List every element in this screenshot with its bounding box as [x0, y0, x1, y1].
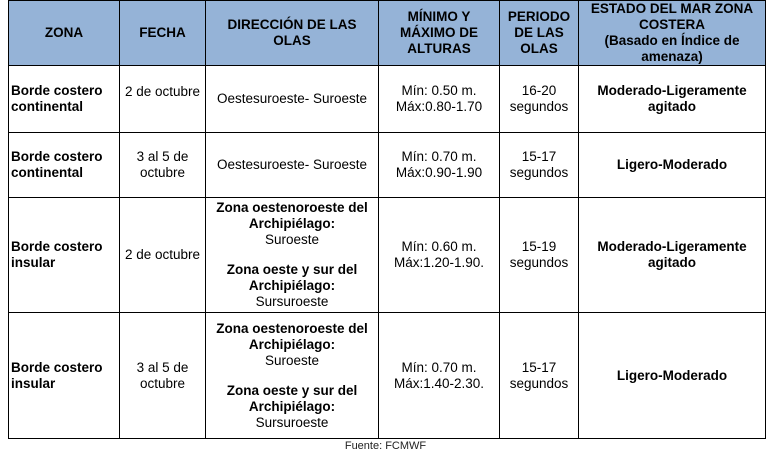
cell-alturas — [379, 313, 500, 439]
altura-max: Máx:0.80-1.70 — [395, 99, 483, 114]
periodo-unit: segundos — [509, 165, 569, 180]
direccion-spacer — [208, 248, 376, 262]
periodo-range: 15-19 — [521, 239, 557, 254]
wave-forecast-table — [8, 0, 766, 439]
header-direccion: DIRECCIÓN DE LAS OLAS — [206, 1, 379, 66]
cell-periodo — [500, 66, 579, 133]
altura-min: Mín: 0.60 m. — [401, 239, 477, 254]
cell-estado: Ligero-Moderado — [579, 313, 766, 439]
periodo-range: 15-17 — [521, 359, 557, 375]
direccion-zona-b-value: Sursuroeste — [255, 294, 329, 309]
direccion-zona-a-title: Zona oestenoroeste del Archipiélago: — [216, 200, 368, 231]
periodo-unit: segundos — [509, 375, 569, 391]
cell-fecha: 3 al 5 de octubre — [120, 313, 206, 439]
cell-estado: Ligero-Moderado — [579, 133, 766, 198]
cell-estado: Moderado-Ligeramente agitado — [579, 198, 766, 313]
direccion-zona-b-value: Sursuroeste — [255, 414, 329, 430]
altura-min: Mín: 0.70 m. — [401, 359, 477, 375]
header-zona: ZONA — [9, 1, 120, 66]
periodo-unit: segundos — [509, 99, 569, 114]
header-alturas: MÍNIMO Y MÁXIMO DE ALTURAS — [379, 1, 500, 66]
direccion-zona-a-value: Suroeste — [264, 352, 320, 368]
cell-zona: Borde costero continental — [9, 133, 120, 198]
cell-estado: Moderado-Ligeramente agitado — [579, 66, 766, 133]
table-row — [9, 66, 766, 133]
cell-zona: Borde costero insular — [9, 313, 120, 439]
cell-periodo — [500, 198, 579, 313]
cell-zona: Borde costero continental — [9, 66, 120, 133]
header-estado — [579, 1, 766, 66]
cell-direccion — [206, 198, 379, 313]
direccion-zona-a-value: Suroeste — [264, 232, 320, 247]
cell-alturas — [379, 133, 500, 198]
table-row — [9, 198, 766, 313]
cell-fecha: 2 de octubre — [120, 198, 206, 313]
periodo-range: 16-20 — [521, 83, 557, 98]
cell-alturas — [379, 198, 500, 313]
cell-fecha: 3 al 5 de octubre — [120, 133, 206, 198]
header-fecha: FECHA — [120, 1, 206, 66]
cell-periodo — [500, 313, 579, 439]
table-row — [9, 313, 766, 439]
cell-periodo — [500, 133, 579, 198]
direccion-spacer — [208, 369, 376, 383]
direccion-zona-a-title: Zona oestenoroeste del Archipiélago: — [216, 320, 368, 352]
table-row — [9, 133, 766, 198]
periodo-range: 15-17 — [521, 149, 557, 164]
cell-direccion — [206, 313, 379, 439]
direccion-zona-b-title: Zona oeste y sur del Archipiélago: — [226, 262, 358, 293]
source-note: Fuente: FCMWF — [344, 440, 427, 452]
direccion-zona-b-title: Zona oeste y sur del Archipiélago: — [226, 382, 358, 414]
altura-max: Máx:1.40-2.30. — [393, 375, 485, 391]
periodo-unit: segundos — [509, 255, 569, 270]
cell-fecha: 2 de octubre — [120, 66, 206, 133]
table-header-row — [9, 1, 766, 66]
altura-min: Mín: 0.50 m. — [401, 83, 477, 98]
altura-max: Máx:0.90-1.90 — [395, 165, 483, 180]
altura-min: Mín: 0.70 m. — [401, 149, 477, 164]
cell-direccion: Oestesuroeste- Suroeste — [206, 66, 379, 133]
header-periodo: PERIODO DE LAS OLAS — [500, 1, 579, 66]
header-estado-title: ESTADO DEL MAR ZONA COSTERA — [590, 1, 754, 32]
cell-alturas — [379, 66, 500, 133]
cell-direccion: Oestesuroeste- Suroeste — [206, 133, 379, 198]
header-estado-subtitle: (Basado en Índice de amenaza) — [604, 33, 740, 64]
altura-max: Máx:1.20-1.90. — [393, 255, 485, 270]
cell-zona: Borde costero insular — [9, 198, 120, 313]
